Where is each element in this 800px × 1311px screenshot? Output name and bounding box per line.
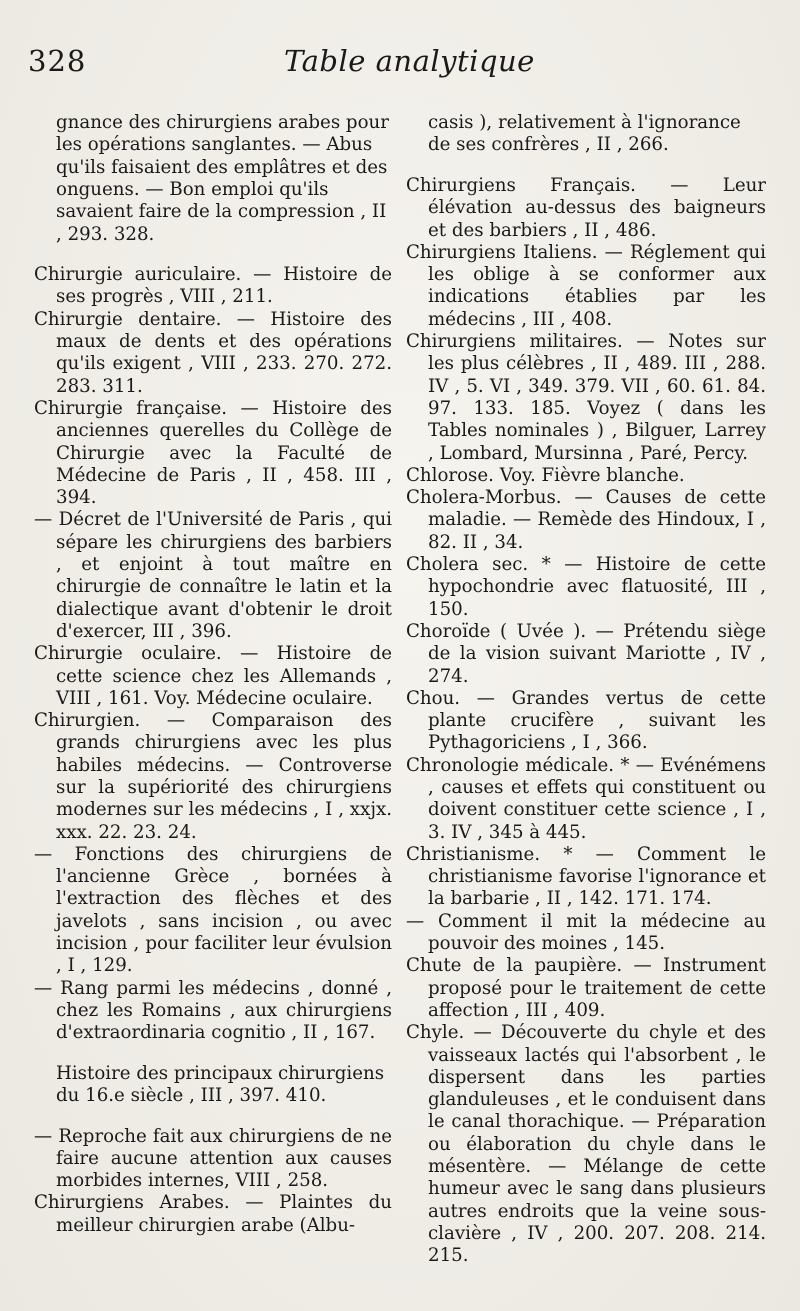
page-number: 328 [28, 44, 87, 78]
index-entry: Chirurgie oculaire. — Histoire de cette science chez les Allemands , VIII , 161. Voy. Médecine oculaire. [34, 643, 392, 709]
index-entry: Chou. — Grandes vertus de cette plante crucifère , suivant les Pythagoriciens , I , 366. [406, 687, 766, 754]
index-entry: — Décret de l'Université de Paris , qui sépare les chirurgiens des barbiers , et enjoint à tout maître en chirurgie de connaître le latin et la dialectique avant d'obtenir le droit d'exercer, III , 396. [34, 509, 392, 642]
index-entry: casis ), relativement à l'ignorance de ses confrères , II , 266. [428, 112, 741, 156]
index-entry: Chirurgiens Italiens. — Réglement qui les oblige à se conformer aux indications établies par les médecins , III , 408. [406, 241, 766, 330]
index-entry: Cholera-Morbus. — Causes de cette maladie. — Remède des Hindoux, I , 82. II , 34. [406, 487, 766, 553]
index-entry: Histoire des principaux chirurgiens du 16.e siècle , III , 397. 410. [56, 1062, 385, 1107]
page-header [24, 44, 776, 88]
index-entry: Chirurgiens militaires. — Notes sur les plus célèbres , II , 489. III , 288. IV , 5. VI , 349. 379. VII , 60. 61. 84. 97. 133. 185. Voyez ( dans les Tables nominales ) , Bilguer, Larrey , Lombard, Mursinna , Paré, Percy. [406, 331, 766, 464]
index-entry: Christianisme. * — Comment le christianisme favorise l'ignorance et la barbarie , II , 142. 171. 174. [406, 843, 766, 910]
left-column [34, 94, 392, 1237]
right-column [406, 94, 766, 1268]
index-entry: Chyle. — Découverte du chyle et des vaisseaux lactés qui l'absorbent , le dispersent dans les parties glanduleuses , et le conduisent dans le canal thorachique. — Préparation ou élaboration du chyle dans le mésentère. — Mélange de cette humeur avec le sang dans plusieurs autres endroits que la veine sous-clavière , IV , 200. 207. 208. 214. 215. [406, 1022, 766, 1267]
running-title: Table analytique [284, 44, 535, 78]
index-entry: Chirurgie française. — Histoire des anciennes querelles du Collège de Chirurgie avec la Faculté de Médecine de Paris , II , 458. III , 394. [34, 397, 392, 509]
index-entry: — Fonctions des chirurgiens de l'ancienne Grèce , bornées à l'extraction des flèches et des javelots , sans incision , ou avec incision , pour faciliter leur évulsion , I , 129. [34, 843, 392, 977]
index-entry: Chirurgiens Arabes. — Plaintes du meilleur chirurgien arabe (Albu- [34, 1192, 392, 1236]
index-entry: gnance des chirurgiens arabes pour les opérations sanglantes. — Abus qu'ils faisaient des emplâtres et des onguens. — Bon emploi qu'ils savaient faire de la compression , II , 293. 328. [56, 112, 389, 245]
index-entry: Chlorose. Voy. Fièvre blanche. [406, 464, 685, 486]
index-entry: — Reproche fait aux chirurgiens de ne faire aucune attention aux causes morbides internes, VIII , 258. [34, 1125, 392, 1192]
index-entry: Chirurgiens Français. — Leur élévation au-dessus des baigneurs et des barbiers , II , 486. [406, 174, 766, 241]
index-entry: Chirurgien. — Comparaison des grands chirurgiens avec les plus habiles médecins. — Controverse sur la supériorité des chirurgiens modernes sur les médecins , I , xxjx. xxx. 22. 23. 24. [34, 710, 392, 843]
index-entry: Chirurgie auriculaire. — Histoire de ses progrès , VIII , 211. [34, 264, 392, 308]
index-entry: Chute de la paupière. — Instrument proposé pour le traitement de cette affection , III , 409. [406, 955, 766, 1021]
index-entry: Chirurgie dentaire. — Histoire des maux de dents et des opérations qu'ils exigent , VIII , 233. 270. 272. 283. 311. [34, 308, 392, 397]
index-entry: — Rang parmi les médecins , donné , chez les Romains , aux chirurgiens d'extraordinaria cognitio , II , 167. [34, 977, 392, 1044]
index-entry: Cholera sec. * — Histoire de cette hypochondrie avec flatuosité, III , 150. [406, 554, 766, 620]
index-entry: Choroïde ( Uvée ). — Prétendu siège de la vision suivant Mariotte , IV , 274. [406, 620, 766, 687]
index-entry: — Comment il mit la médecine au pouvoir des moines , 145. [406, 910, 766, 955]
index-entry: Chronologie médicale. * — Evénémens , causes et effets qui constituent ou doivent constituer cette science , I , 3. IV , 345 à 445. [406, 754, 766, 843]
